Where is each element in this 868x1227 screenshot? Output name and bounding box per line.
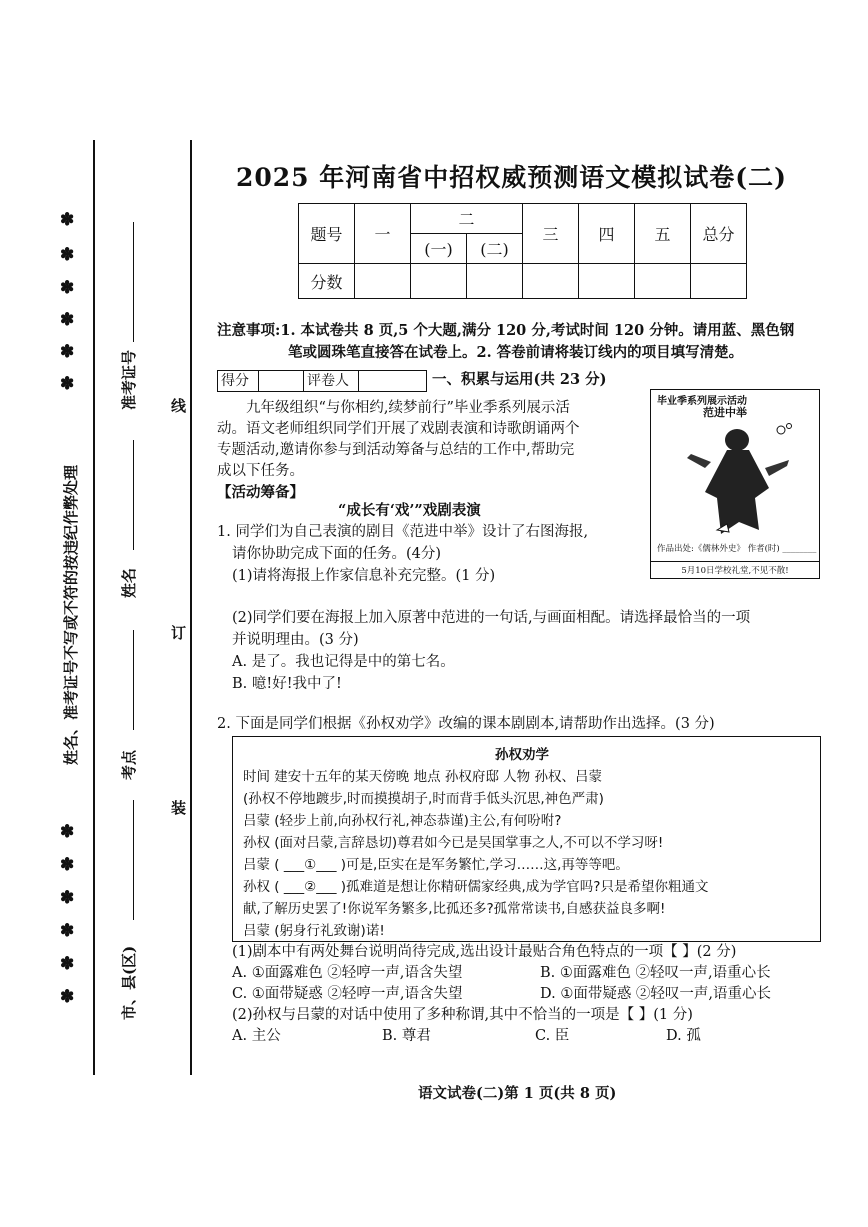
score-cell[interactable]: [467, 264, 523, 299]
binding-line-right: [190, 140, 192, 1075]
q2-sub2-option-d[interactable]: D. 孤: [666, 1028, 701, 1044]
star-decoration: ✽: [60, 921, 75, 941]
q1-option-b[interactable]: B. 噫!好!我中了!: [232, 676, 342, 692]
pingjuanren-label: 评卷人: [304, 371, 359, 391]
city-field[interactable]: [133, 800, 134, 920]
defen-label: 得分: [218, 371, 259, 391]
subtitle: “成长有‘戏’”戏剧表演: [338, 502, 481, 519]
page-title: 2025 年河南省中招权威预测语文模拟试卷(二): [236, 163, 787, 192]
q1-stem-2: 请你协助完成下面的任务。(4分): [232, 546, 442, 562]
score-table-subcol: (一): [411, 234, 467, 264]
fan-jin-illustration: [677, 418, 797, 536]
q2-sub2-option-c[interactable]: C. 臣: [535, 1028, 570, 1044]
intro-line: 九年级组织“与你相约,续梦前行”毕业季系列展示活: [246, 400, 570, 416]
q2-sub1-option-c[interactable]: C. ①面带疑惑 ②轻哼一声,语含失望: [232, 986, 463, 1002]
play-line: (孙权不停地踱步,时而摸摸胡子,时而背手低头沉思,神色严肃): [243, 791, 604, 807]
poster-top-text: 毕业季系列展示活动: [657, 396, 747, 407]
score-table-col: 三: [523, 204, 579, 264]
play-line: 吕蒙 (躬身行礼致谢)诺!: [243, 923, 385, 939]
q2-sub2-option-b[interactable]: B. 尊君: [382, 1028, 431, 1044]
kaodian-label: 考点: [120, 749, 138, 780]
q1-sub2: (2)同学们要在海报上加入原著中范进的一句话,与画面相配。请选择最恰当的一项: [232, 610, 751, 626]
cut-mark-xian: 线: [169, 398, 187, 414]
q2-stem: 2. 下面是同学们根据《孙权劝学》改编的课本剧剧本,请帮助作出选择。(3 分): [217, 716, 715, 732]
score-table-col: 五: [635, 204, 691, 264]
name-label: 姓名: [120, 567, 138, 598]
q2-sub1: (1)剧本中有两处舞台说明尚待完成,选出设计最贴合角色特点的一项【 】(2 分): [232, 944, 737, 960]
play-line: 时间 建安十五年的某天傍晚 地点 孙权府邸 人物 孙权、吕蒙: [243, 769, 602, 785]
score-cell[interactable]: [635, 264, 691, 299]
q2-sub1-option-d[interactable]: D. ①面带疑惑 ②轻叹一声,语重心长: [540, 986, 772, 1002]
name-field[interactable]: [133, 440, 134, 550]
score-table-col: 二: [411, 204, 523, 234]
score-cell[interactable]: [411, 264, 467, 299]
q1-stem: 1. 同学们为自己表演的剧目《范进中举》设计了右图海报,: [217, 524, 589, 540]
play-line: 献,了解历史罢了!你说军务繁多,比孤还多?孤常常读书,自感获益良多啊!: [243, 901, 666, 917]
score-cell[interactable]: [355, 264, 411, 299]
score-table-subcol: (二): [467, 234, 523, 264]
q1-sub2-2: 并说明理由。(3 分): [232, 632, 359, 648]
play-line: 孙权 ( ___②___ )孤难道是想让你精研儒家经典,成为学官吗?只是希望你粗通文: [243, 879, 709, 895]
star-decoration: ✽: [60, 954, 75, 974]
defen-field[interactable]: [259, 371, 304, 391]
kaodian-field[interactable]: [133, 630, 134, 730]
play-line: 吕蒙 ( ___①___ )可是,臣实在是军务繁忙,学习……这,再等等吧。: [243, 857, 629, 873]
star-decoration: ✽: [60, 342, 75, 362]
score-cell[interactable]: [523, 264, 579, 299]
star-decoration: ✽: [60, 374, 75, 394]
section1-heading: 一、积累与运用(共 23 分): [432, 371, 607, 388]
score-cell[interactable]: [691, 264, 747, 299]
play-title: 孙权劝学: [495, 747, 549, 763]
score-table-col: 四: [579, 204, 635, 264]
pingjuanren-field[interactable]: [359, 371, 415, 391]
q2-sub1-option-b[interactable]: B. ①面露难色 ②轻叹一声,语重心长: [540, 965, 771, 981]
intro-line: 动。语文老师组织同学们开展了戏剧表演和诗歌朗诵两个: [217, 421, 580, 437]
star-decoration: ✽: [60, 987, 75, 1007]
binding-notice: 姓名、准考证号不写或不符的按违纪作弊处理: [62, 464, 80, 765]
q2-sub2-option-a[interactable]: A. 主公: [232, 1028, 281, 1044]
q2-sub1-option-a[interactable]: A. ①面露难色 ②轻哼一声,语含失望: [232, 965, 463, 981]
star-decoration: ✽: [60, 210, 75, 230]
star-decoration: ✽: [60, 822, 75, 842]
play-script-box: [232, 736, 821, 942]
zkz-label: 准考证号: [120, 349, 138, 410]
grading-box: [217, 370, 427, 392]
poster: [650, 389, 820, 579]
star-decoration: ✽: [60, 278, 75, 298]
score-table-header: 题号: [299, 204, 355, 264]
notes-line2: 笔或圆珠笔直接答在试卷上。2. 答卷前请将装订线内的项目填写清楚。: [288, 344, 744, 361]
q2-sub2: (2)孙权与吕蒙的对话中使用了多种称谓,其中不恰当的一项是【 】(1 分): [232, 1007, 693, 1023]
poster-bottom-text: 5月10日学校礼堂,不见不散!: [651, 561, 819, 578]
q1-option-a[interactable]: A. 是了。我也记得是中的第七名。: [232, 654, 455, 670]
intro-line: 专题活动,邀请你参与到活动筹备与总结的工作中,帮助完: [217, 442, 575, 458]
score-table-col: 总分: [691, 204, 747, 264]
poster-author-line: 作品出处:《儒林外史》 作者(时) ________: [657, 544, 817, 554]
cut-mark-zhuang: 装: [169, 800, 187, 816]
notes-line1: 注意事项:1. 本试卷共 8 页,5 个大题,满分 120 分,考试时间 120 分钟。请用蓝、黑色钢: [217, 322, 795, 339]
score-table-col: 一: [355, 204, 411, 264]
poster-title: 范进中举: [703, 406, 747, 419]
intro-line: 成以下任务。: [217, 463, 304, 479]
cut-mark-ding: 订: [169, 625, 187, 641]
city-label: 市、县(区): [120, 945, 138, 1020]
score-table: [298, 203, 747, 299]
score-table-row-label: 分数: [299, 264, 355, 299]
star-decoration: ✽: [60, 855, 75, 875]
play-line: 孙权 (面对吕蒙,言辞恳切)尊君如今已是吴国掌事之人,不可以不学习呀!: [243, 835, 664, 851]
zkz-field[interactable]: [133, 222, 134, 342]
play-line: 吕蒙 (轻步上前,向孙权行礼,神态恭谨)主公,有何吩咐?: [243, 813, 562, 829]
star-decoration: ✽: [60, 888, 75, 908]
star-decoration: ✽: [60, 245, 75, 265]
page-footer: 语文试卷(二)第 1 页(共 8 页): [418, 1085, 617, 1102]
q1-sub1: (1)请将海报上作家信息补充完整。(1 分): [232, 568, 496, 584]
binding-line-left: [93, 140, 95, 1075]
star-decoration: ✽: [60, 310, 75, 330]
activity-label: 【活动筹备】: [217, 484, 304, 501]
score-cell[interactable]: [579, 264, 635, 299]
